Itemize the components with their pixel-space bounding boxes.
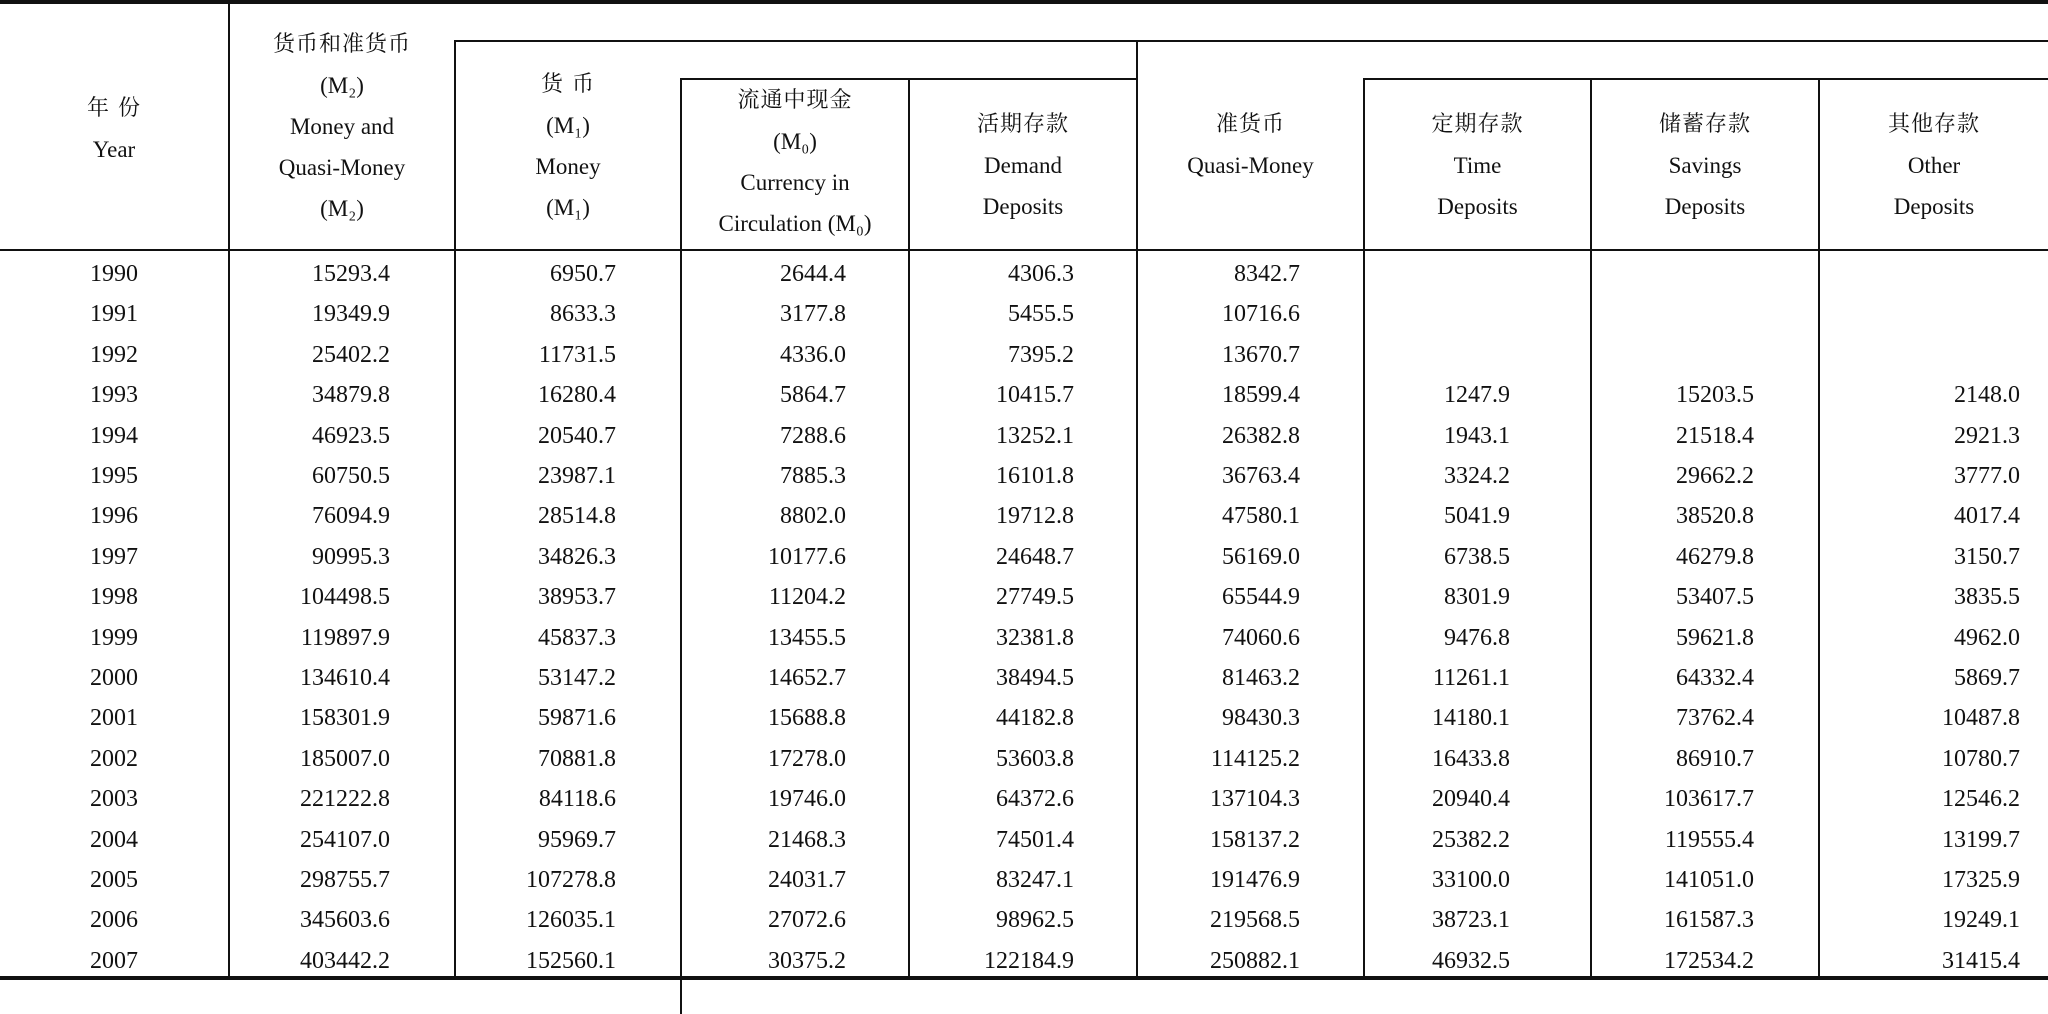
header-m0-cn: 流通中现金 <box>737 88 853 113</box>
cell-time: 20940.4 <box>1432 786 1510 813</box>
cell-year: 2001 <box>90 705 138 732</box>
cell-quasi: 65544.9 <box>1222 584 1300 611</box>
header-m2-l4: (M₂) <box>320 196 364 221</box>
cell-m2: 15293.4 <box>312 261 390 287</box>
cell-other: 19249.1 <box>1942 907 2020 934</box>
cell-savings: 64332.4 <box>1676 665 1754 691</box>
cell-m1: 45837.3 <box>538 624 616 651</box>
cell-other: 13199.7 <box>1942 826 2020 853</box>
cell-year: 2006 <box>90 907 138 934</box>
cell-m0: 27072.6 <box>768 907 846 934</box>
cell-m1: 20540.7 <box>538 422 616 449</box>
cell-other: 2921.3 <box>1954 422 2020 449</box>
cell-m1: 53147.2 <box>538 665 616 691</box>
cell-m2: 104498.5 <box>300 584 390 611</box>
header-m0-l2: Currency in <box>740 170 850 195</box>
cell-time: 5041.9 <box>1444 503 1510 530</box>
cell-other: 3777.0 <box>1954 463 2020 489</box>
header-quasi-l1: Quasi-Money <box>1187 153 1314 178</box>
cell-demand: 98962.5 <box>996 907 1074 934</box>
cell-year: 2004 <box>90 826 138 853</box>
cell-m0: 21468.3 <box>768 826 846 853</box>
cell-time: 25382.2 <box>1432 826 1510 853</box>
header-quasi-cn: 准货币 <box>1215 112 1285 137</box>
cell-m1: 23987.1 <box>538 463 616 489</box>
header-m0-l3: Circulation (M₀) <box>718 211 872 236</box>
cell-savings: 73762.4 <box>1676 705 1754 732</box>
cell-m0: 24031.7 <box>768 867 846 893</box>
cell-quasi: 114125.2 <box>1210 745 1300 772</box>
cell-year: 2007 <box>90 947 138 974</box>
cell-m0: 19746.0 <box>768 786 846 813</box>
cell-m0: 8802.0 <box>780 503 846 530</box>
cell-m0: 11204.2 <box>768 584 846 611</box>
cell-quasi: 18599.4 <box>1222 382 1300 409</box>
header-m2-l2: Money and <box>289 114 395 139</box>
header-savings-l2: Deposits <box>1664 194 1746 219</box>
cell-savings: 103617.7 <box>1664 786 1754 813</box>
cell-demand: 4306.3 <box>1008 261 1074 287</box>
cell-other: 4017.4 <box>1954 503 2020 530</box>
cell-demand: 53603.8 <box>996 745 1074 772</box>
cell-m0: 4336.0 <box>780 341 846 368</box>
cell-time: 33100.0 <box>1432 867 1510 893</box>
cell-demand: 44182.8 <box>996 705 1074 732</box>
cell-other: 3835.5 <box>1954 584 2020 611</box>
cell-m1: 126035.1 <box>526 907 616 934</box>
header-m2-cn: 货币和准货币 <box>272 32 411 57</box>
cell-demand: 13252.1 <box>996 422 1074 449</box>
cell-m0: 17278.0 <box>768 745 846 772</box>
cell-other: 3150.7 <box>1954 543 2020 570</box>
header-time-cn: 定期存款 <box>1431 112 1524 137</box>
cell-year: 1995 <box>90 463 138 489</box>
cell-quasi: 219568.5 <box>1210 907 1300 934</box>
cell-quasi: 13670.7 <box>1222 341 1300 368</box>
cell-m0: 5864.7 <box>780 382 846 409</box>
cell-year: 1996 <box>90 503 138 530</box>
cell-year: 1998 <box>90 584 138 611</box>
cell-m1: 6950.7 <box>550 261 616 287</box>
header-savings <box>1592 104 1818 227</box>
cell-m1: 59871.6 <box>538 705 616 732</box>
cell-time: 6738.5 <box>1444 543 1510 570</box>
cell-year: 1997 <box>90 543 138 570</box>
header-m0 <box>682 80 908 244</box>
cell-m0: 15688.8 <box>768 705 846 732</box>
cell-year: 1992 <box>90 341 138 368</box>
header-m1-l1: (M₁) <box>546 113 590 138</box>
cell-m2: 298755.7 <box>300 867 390 893</box>
header-time-l1: Time <box>1453 153 1502 178</box>
cell-year: 1990 <box>90 261 138 287</box>
cell-demand: 38494.5 <box>996 665 1074 691</box>
cell-m1: 34826.3 <box>538 543 616 570</box>
cell-m2: 345603.6 <box>300 907 390 934</box>
header-demand <box>910 104 1136 227</box>
header-year <box>0 88 228 170</box>
cell-m2: 158301.9 <box>300 705 390 732</box>
cell-m1: 38953.7 <box>538 584 616 611</box>
cell-demand: 7395.2 <box>1008 341 1074 368</box>
cell-time: 11261.1 <box>1432 665 1510 691</box>
cell-m2: 19349.9 <box>312 301 390 328</box>
cell-demand: 27749.5 <box>996 584 1074 611</box>
cell-quasi: 250882.1 <box>1210 947 1300 974</box>
top-rule <box>0 0 2048 4</box>
cell-year: 2003 <box>90 786 138 813</box>
cell-year: 1993 <box>90 382 138 409</box>
cell-m2: 403442.2 <box>300 947 390 974</box>
cell-other: 12546.2 <box>1942 786 2020 813</box>
cell-m2: 46923.5 <box>312 422 390 449</box>
cell-savings: 141051.0 <box>1664 867 1754 893</box>
header-other <box>1820 104 2048 227</box>
cell-other: 4962.0 <box>1954 624 2020 651</box>
cell-m1: 11731.5 <box>538 341 616 368</box>
cell-other: 10487.8 <box>1942 705 2020 732</box>
cell-m2: 134610.4 <box>300 665 390 691</box>
cell-other: 2148.0 <box>1954 382 2020 409</box>
cell-m2: 76094.9 <box>312 503 390 530</box>
header-other-l2: Deposits <box>1893 194 1975 219</box>
header-m2-l3: Quasi-Money <box>278 155 406 180</box>
cell-quasi: 10716.6 <box>1222 301 1300 328</box>
cell-savings: 59621.8 <box>1676 624 1754 651</box>
cell-m1: 8633.3 <box>550 301 616 328</box>
cell-quasi: 36763.4 <box>1222 463 1300 489</box>
header-demand-cn: 活期存款 <box>976 112 1069 137</box>
quasi-subgroup-rule <box>1364 78 2048 80</box>
cell-other: 31415.4 <box>1942 947 2020 974</box>
cell-time: 46932.5 <box>1432 947 1510 974</box>
cell-m2: 34879.8 <box>312 382 390 409</box>
cell-demand: 64372.6 <box>996 786 1074 813</box>
cell-m0: 2644.4 <box>780 261 846 287</box>
cell-m1: 95969.7 <box>538 826 616 853</box>
header-other-l1: Other <box>1907 153 1961 178</box>
cell-m2: 60750.5 <box>312 463 390 489</box>
cell-year: 1999 <box>90 624 138 651</box>
cell-m1: 152560.1 <box>526 947 616 974</box>
cell-savings: 161587.3 <box>1664 907 1754 934</box>
cell-time: 1943.1 <box>1444 422 1510 449</box>
cell-savings: 29662.2 <box>1676 463 1754 489</box>
cell-demand: 10415.7 <box>996 382 1074 409</box>
cell-year: 2002 <box>90 745 138 772</box>
header-savings-cn: 储蓄存款 <box>1658 112 1751 137</box>
money-group-rule <box>455 40 1138 42</box>
cell-savings: 15203.5 <box>1676 382 1754 409</box>
header-m0-l1: (M₀) <box>773 129 817 154</box>
cell-m2: 119897.9 <box>300 624 390 651</box>
cell-quasi: 137104.3 <box>1210 786 1300 813</box>
cell-time: 3324.2 <box>1444 463 1510 489</box>
cell-quasi: 47580.1 <box>1222 503 1300 530</box>
cell-time: 8301.9 <box>1444 584 1510 611</box>
cell-m0: 10177.6 <box>768 543 846 570</box>
cell-other: 17325.9 <box>1942 867 2020 893</box>
cell-m0: 14652.7 <box>768 665 846 691</box>
cell-demand: 16101.8 <box>996 463 1074 489</box>
cell-quasi: 98430.3 <box>1222 705 1300 732</box>
header-m2 <box>230 24 454 229</box>
cell-demand: 19712.8 <box>996 503 1074 530</box>
cell-quasi: 191476.9 <box>1210 867 1300 893</box>
cell-time: 14180.1 <box>1432 705 1510 732</box>
cell-m0: 30375.2 <box>768 947 846 974</box>
cell-quasi: 56169.0 <box>1222 543 1300 570</box>
cell-year: 2000 <box>90 665 138 691</box>
header-time-l2: Deposits <box>1437 194 1518 219</box>
header-demand-l2: Deposits <box>982 194 1064 219</box>
cell-demand: 24648.7 <box>996 543 1074 570</box>
cell-year: 1994 <box>90 422 138 449</box>
cell-savings: 86910.7 <box>1676 745 1754 772</box>
cell-savings: 53407.5 <box>1676 584 1754 611</box>
cell-m1: 84118.6 <box>538 786 616 813</box>
cell-demand: 74501.4 <box>996 826 1074 853</box>
cell-m2: 221222.8 <box>300 786 390 813</box>
cell-savings: 119555.4 <box>1664 826 1754 853</box>
cell-savings: 38520.8 <box>1676 503 1754 530</box>
cell-m2: 185007.0 <box>300 745 390 772</box>
cell-demand: 122184.9 <box>984 947 1074 974</box>
cell-quasi: 26382.8 <box>1222 422 1300 449</box>
cell-m0: 3177.8 <box>780 301 846 328</box>
cell-m0: 7288.6 <box>780 422 846 449</box>
header-m1 <box>456 64 680 228</box>
header-other-cn: 其他存款 <box>1887 112 1980 137</box>
header-quasi <box>1138 104 1363 186</box>
cell-demand: 83247.1 <box>996 867 1074 893</box>
cell-m1: 70881.8 <box>538 745 616 772</box>
header-m1-l3: (M₁) <box>546 195 590 220</box>
cell-m2: 25402.2 <box>312 341 390 368</box>
cell-quasi: 158137.2 <box>1210 826 1300 853</box>
header-m1-cn: 货 币 <box>541 72 595 97</box>
cell-savings: 172534.2 <box>1664 947 1754 974</box>
header-m2-l1: (M₂) <box>320 73 364 98</box>
cell-other: 5869.7 <box>1954 665 2020 691</box>
cell-time: 9476.8 <box>1444 624 1510 651</box>
cell-other: 10780.7 <box>1942 745 2020 772</box>
cell-m0: 13455.5 <box>768 624 846 651</box>
header-m1-l2: Money <box>535 154 601 179</box>
cell-m2: 254107.0 <box>300 826 390 853</box>
header-year-en: Year <box>92 137 136 162</box>
cell-m2: 90995.3 <box>312 543 390 570</box>
cell-quasi: 74060.6 <box>1222 624 1300 651</box>
cell-demand: 32381.8 <box>996 624 1074 651</box>
header-year-cn: 年 份 <box>87 96 141 121</box>
cell-savings: 21518.4 <box>1676 422 1754 449</box>
cell-time: 16433.8 <box>1432 745 1510 772</box>
cell-m1: 107278.8 <box>526 867 616 893</box>
cell-time: 1247.9 <box>1444 382 1510 409</box>
quasi-group-rule <box>1138 40 2048 42</box>
cell-time: 38723.1 <box>1432 907 1510 934</box>
cell-demand: 5455.5 <box>1008 301 1074 328</box>
cell-m0: 7885.3 <box>780 463 846 489</box>
header-savings-l1: Savings <box>1668 153 1742 178</box>
cell-m1: 16280.4 <box>538 382 616 409</box>
cell-m1: 28514.8 <box>538 503 616 530</box>
header-bottom-rule <box>0 249 2048 251</box>
cell-savings: 46279.8 <box>1676 543 1754 570</box>
cell-quasi: 81463.2 <box>1222 665 1300 691</box>
header-demand-l1: Demand <box>984 153 1062 178</box>
cell-quasi: 8342.7 <box>1234 261 1300 287</box>
cell-year: 2005 <box>90 867 138 893</box>
header-time <box>1365 104 1590 227</box>
cell-year: 1991 <box>90 301 138 328</box>
